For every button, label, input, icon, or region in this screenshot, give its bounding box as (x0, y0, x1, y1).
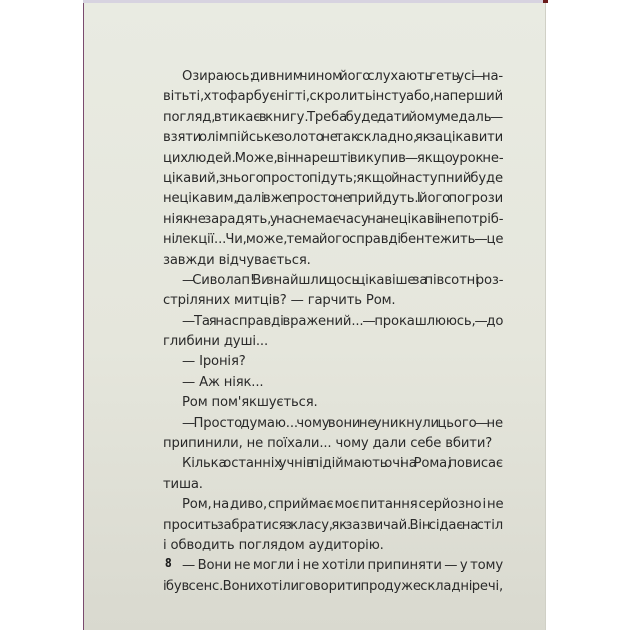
text-line: Ром, на диво, сприймає моє питання серйозно і не (182, 497, 504, 513)
text-line: ні лекції... Чи, може, тема його справді бентежить — це (163, 232, 504, 248)
text-line: ніяк не зарадять, у нас немає часу на нецікаві і непотріб- (163, 211, 504, 227)
text-line: цих людей. Може, він нарешті викупив — якщо урок не- (163, 150, 504, 166)
text-line: стріляних митців? — гарчить Ром. (163, 293, 396, 309)
text-line: взяти олімпійське золото не так складно, як зацікавити (163, 130, 504, 146)
text-line: тиша. (163, 476, 203, 492)
text-line: просить забратися з класу, як зазвичай. Він сідає на стіл (163, 517, 503, 533)
text-line: і був сенс. Вони хотіли говорити про дуже складні речі, (163, 578, 504, 594)
text-line: Ром пом'якшується. (182, 395, 318, 411)
text-line: — Іронія? (182, 354, 246, 370)
text-line: — Сиволап! Ви знайшли щось цікавіше за півсотні роз- (182, 272, 504, 288)
text-line: Озираюсь: дивним чином його слухають геть усі — на- (182, 69, 503, 84)
text-line: припинили, не поїхали... чому дали себе вбити? (163, 436, 493, 452)
text-line: нецікавим, далі вже просто не прийдуть. І його погрози (163, 191, 504, 207)
text-line: завжди відчувається. (163, 252, 311, 268)
page-corner-mark (543, 0, 548, 3)
text-line: — Та я насправді вражений... — прокашлююсь, — до (182, 313, 504, 329)
text-line: погляд, втикає в книгу. Треба буде дати йому медаль — (163, 109, 503, 125)
text-line: цікавий, з нього просто підуть; якщо й наступний буде (163, 170, 503, 186)
text-line: глибини душі... (163, 334, 268, 350)
book-page (83, 0, 546, 630)
page-top-edge (83, 0, 546, 3)
page-number: 8 (165, 556, 172, 570)
text-line: — Вони не могли і не хотіли припиняти — у тому (182, 558, 503, 574)
text-line: Кілька останніх учнів підіймають очі на Рома, і повисає (182, 456, 503, 472)
text-line: — Просто думаю... чому вони не уникнули цього — не (182, 415, 503, 431)
text-line: і обводить поглядом аудиторію. (163, 537, 384, 553)
text-line: віть ті, хто фарбує нігті, скролить інсту або, на перший (163, 89, 503, 105)
text-line: — Аж ніяк... (182, 374, 264, 390)
body-text (163, 67, 503, 597)
